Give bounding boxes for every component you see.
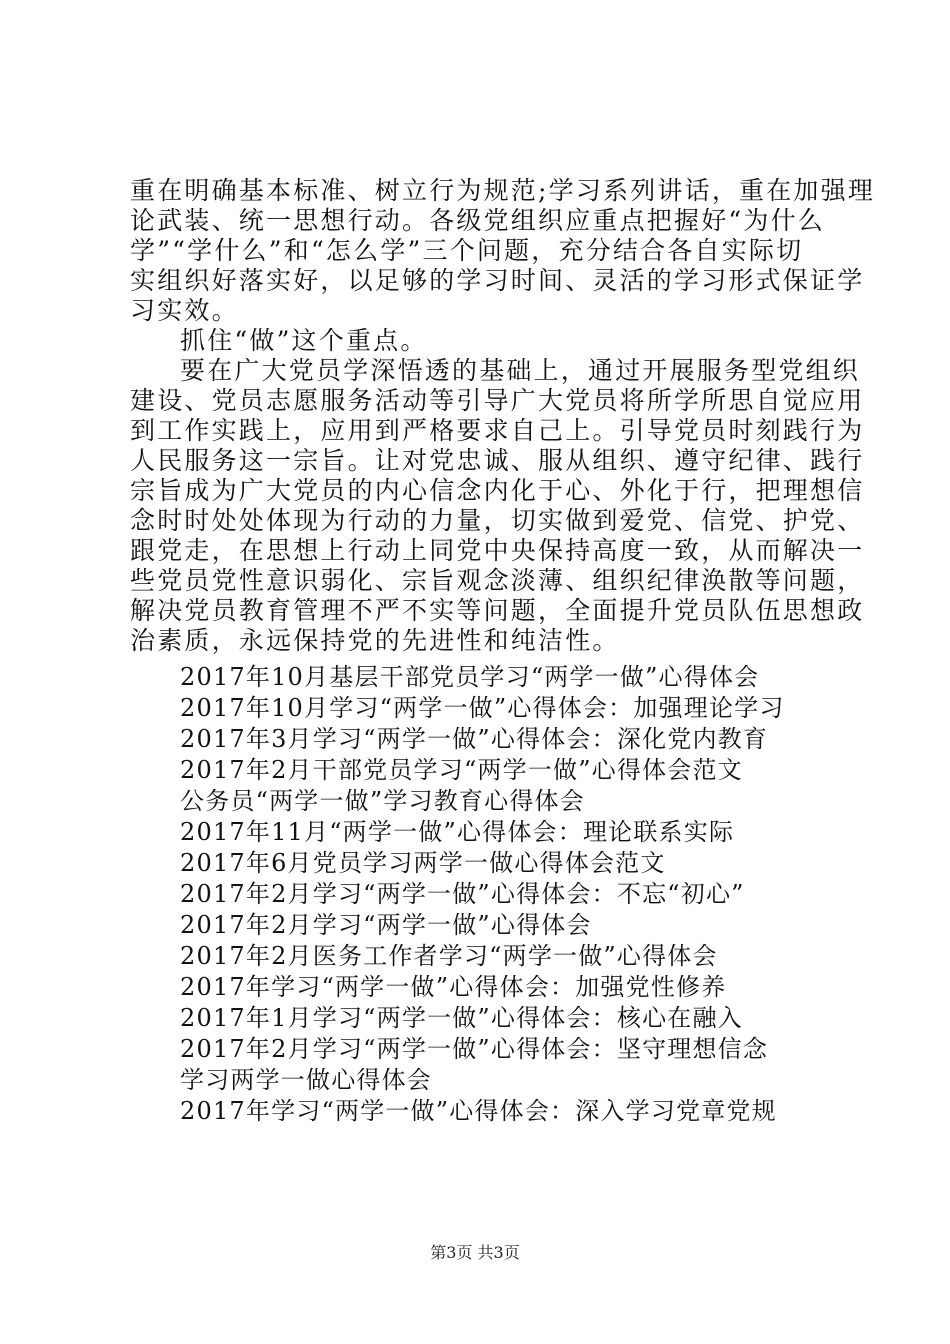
paragraph-line: 到工作实践上，应用到严格要求自己上。引导党员时刻践行为: [130, 416, 865, 445]
paragraph-line: 实组织好落实好，以足够的学习时间、灵活的学习形式保证学: [130, 266, 865, 295]
related-article-link[interactable]: 2017年2月干部党员学习“两学一做”心得体会范文: [180, 756, 743, 784]
related-article-link[interactable]: 公务员“两学一做”学习教育心得体会: [180, 787, 585, 815]
paragraph-line: 些党员党性意识弱化、宗旨观念淡薄、组织纪律涣散等问题，: [130, 566, 865, 595]
related-article-link[interactable]: 2017年10月学习“两学一做”心得体会：加强理论学习: [180, 694, 785, 722]
paragraph-line: 人民服务这一宗旨。让对党忠诚、服从组织、遵守纪律、践行: [130, 446, 865, 475]
related-article-link[interactable]: 2017年6月党员学习两学一做心得体会范文: [180, 849, 666, 877]
paragraph-line: 重在明确基本标准、树立行为规范;学习系列讲话，重在加强理: [130, 176, 876, 205]
paragraph-line: 宗旨成为广大党员的内心信念内化于心、外化于行，把理想信: [130, 476, 865, 505]
related-article-link[interactable]: 2017年学习“两学一做”心得体会：深入学习党章党规: [180, 1097, 777, 1125]
paragraph-line: 习实效。: [130, 296, 239, 325]
related-article-link[interactable]: 2017年2月学习“两学一做”心得体会: [180, 911, 592, 939]
paragraph-line: 要在广大党员学深悟透的基础上，通过开展服务型党组织: [180, 356, 861, 385]
related-article-link[interactable]: 2017年3月学习“两学一做”心得体会：深化党内教育: [180, 725, 769, 753]
related-article-link[interactable]: 2017年2月学习“两学一做”心得体会：不忘“初心”: [180, 880, 745, 908]
related-article-link[interactable]: 2017年1月学习“两学一做”心得体会：核心在融入: [180, 1004, 743, 1032]
related-article-link[interactable]: 学习两学一做心得体会: [180, 1066, 432, 1094]
related-article-link[interactable]: 2017年2月学习“两学一做”心得体会：坚守理想信念: [180, 1035, 769, 1063]
paragraph-line: 治素质，永远保持党的先进性和纯洁性。: [130, 626, 620, 655]
paragraph-line: 解决党员教育管理不严不实等问题，全面提升党员队伍思想政: [130, 596, 865, 625]
related-article-link[interactable]: 2017年11月“两学一做”心得体会：理论联系实际: [180, 818, 735, 846]
paragraph-line: 学”“学什么”和“怎么学”三个问题，充分结合各自实际切: [130, 236, 804, 265]
paragraph-line: 跟党走，在思想上行动上同党中央保持高度一致，从而解决一: [130, 536, 865, 565]
related-article-link[interactable]: 2017年学习“两学一做”心得体会：加强党性修养: [180, 973, 727, 1001]
related-article-link[interactable]: 2017年10月基层干部党员学习“两学一做”心得体会: [180, 663, 760, 691]
paragraph-line: 念时时处处体现为行动的力量，切实做到爱党、信党、护党、: [130, 506, 865, 535]
related-article-link[interactable]: 2017年2月医务工作者学习“两学一做”心得体会: [180, 942, 718, 970]
paragraph-line: 论武装、统一思想行动。各级党组织应重点把握好“为什么: [130, 206, 825, 235]
section-heading: 抓住“做”这个重点。: [180, 326, 428, 355]
page-number-footer: 第3页 共3页: [430, 1243, 520, 1262]
paragraph-line: 建设、党员志愿服务活动等引导广大党员将所学所思自觉应用: [130, 386, 865, 415]
